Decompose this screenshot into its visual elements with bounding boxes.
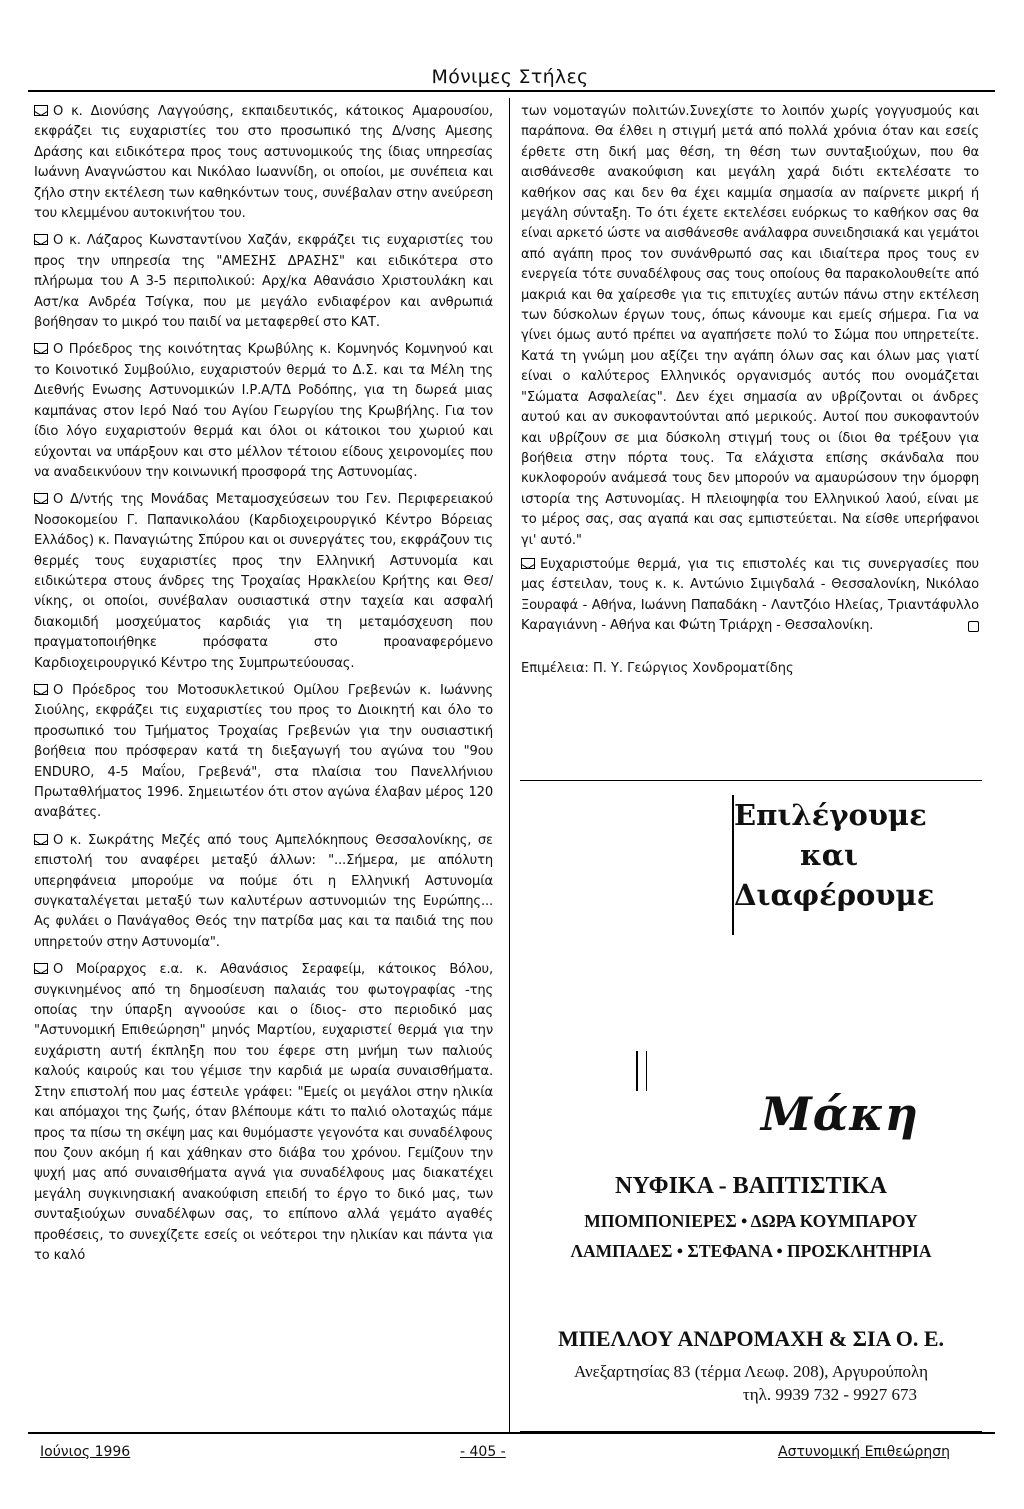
letter-text: Ο κ. Διονύσης Λαγγούσης, εκπαιδευτικός, κάτοικος Αμαρουσίου, εκφράζει τις ευχαριστίες του στο προσωπικό της Δ/νσης Αμεσης Δράσης και ειδικότερα προς τους αστυνομικούς της ίδιας υπηρεσίας Ιωάννη Αναγνώστου και Νικόλαο Ιωαννίδη, οι οποίοι, με συνέπεια και ζήλο στην εκτέλεση των καθηκόντων τους, συνέβαλαν στην ανεύρεση του κλεμμένου αυτοκινήτου του.: [34, 104, 493, 222]
ad-slogan-line: Επιλέγουμε: [734, 798, 927, 832]
letter-item: [34, 231, 493, 333]
letter-item: [34, 490, 493, 674]
page-footer: [0, 1444, 1024, 1468]
footer-magazine-name: Αστυνομική Επιθεώρηση: [778, 1444, 950, 1460]
ad-brand-name: Μάκη: [760, 1087, 920, 1141]
ad-decorative-bars: [636, 1051, 647, 1091]
ad-headline: ΝΥΦΙΚΑ - ΒΑΠΤΙΣΤΙΚΑ: [615, 1173, 887, 1199]
envelope-icon: [521, 558, 535, 569]
letter-item: [521, 555, 979, 637]
section-title: Μόνιμες Στήλες: [431, 66, 589, 88]
letter-item: [34, 340, 493, 483]
right-column: [521, 102, 979, 679]
letter-text: Ευχαριστούμε θερμά, για τις επιστολές και τις συνεργασίες που μας έστειλαν, τους κ. κ. Αντώνιο Σιμιγδαλά - Θεσσαλονίκη, Νικόλαο Ξουραφά - Αθήνα, Ιωάννη Παπαδάκη - Λαντζόιο Ηλείας, Τριαντάφυλλο Καραγιάννη - Αθήνα και Φώτη Τριάρχη - Θεσσαλονίκη.: [521, 556, 979, 634]
ad-slogan-line: και: [799, 838, 859, 872]
left-column: [34, 102, 493, 1273]
letter-text: Ο κ. Σωκράτης Μεζές από τους Αμπελόκηπους Θεσσαλονίκης, σε επιστολή του αναφέρει μεταξύ άλλων: "...Σήμερα, με απόλυτη υπερηφάνεια μπορούμε να πούμε ότι η Ελληνική Αστυνομία συγκαταλέγεται μεταξύ των καλυτέρων αστυνομιών της Ευρώπης... Ας φυλάει ο Πανάγαθος Θεός την πατρίδα μας και τα παιδιά της που υπηρετούν στην Αστυνομία".: [34, 832, 493, 950]
end-of-article-icon: [968, 621, 979, 632]
letter-text: Ο Πρόεδρος της κοινότητας Κρωβύλης κ. Κομνηνός Κομνηνού και το Κοινοτικό Συμβούλιο, ευχαριστούν θερμά το Δ.Σ. και τα Μέλη της Διεθνής Ενωσης Αστυνομικών Ι.Ρ.Α/ΤΔ Ροδόπης, για τη δωρεά μιας καμπάνας στον Ιερό Ναό του Αγίου Γεωργίου της Κρωβήλης. Για τον ίδιο λόγο ευχαριστούν θερμά και όλοι οι κάτοικοι του χωριού και εύχονται να υπάρξουν και στο μέλλον τέτοιου είδους χειρονομίες που να αναδεικνύουν την κοινωνική προσφορά της Αστυνομίας.: [34, 342, 493, 480]
envelope-icon: [34, 343, 48, 354]
bottom-rule: [28, 1432, 995, 1434]
letter-text: Ο Μοίραρχος ε.α. κ. Αθανάσιος Σεραφείμ, κάτοικος Βόλου, συγκινημένος από τη δημοσίευση παλαιάς του φωτογραφίας -της οποίας την ύπαρξη αγνοούσε και ο ίδιος- στο περιοδικό μας "Αστυνομική Επιθεώρηση" μηνός Μαρτίου, ευχαριστεί θερμά για την ευχάριστη αυτή έκπληξη που του έφερε στη μνήμη των παλιούς καλούς καιρούς και του γέμισε την καρδιά με ωραία συναισθήματα. Στην επιστολή που μας έστειλε γράφει: "Εμείς οι μεγάλοι στην ηλικία και απόμαχοι της ζωής, όταν βλέπουμε κάτι το παλιό ολοταχώς πάμε προς τα πίσω τη σκέψη μας και θυμόμαστε γεγονότα και συναδέλφους που ζουν ακόμη ή και χάθηκαν στο διάβα του χρόνου. Γεμίζουν την ψυχή μας από συναισθήματα αγνά για συναδέλφους μας διακατέχει μεγάλη συγκινησιακή ανακούφιση επειδή το έργο το δικό μας, των συνταξιούχων συναδέλφων σας, το επίπονο αλλά γεμάτο αγαθές προθέσεις, το συνεχίζετε εσείς οι νεότεροι την ηλικίαν και πάντα για το καλό: [34, 962, 493, 1263]
envelope-icon: [34, 105, 48, 116]
envelope-icon: [34, 963, 48, 974]
column-divider: [509, 98, 510, 1432]
letter-text: Ο Δ/ντής της Μονάδας Μεταμοσχεύσεων του Γεν. Περιφερειακού Νοσοκομείου Γ. Παπανικολάου (Καρδιοχειρουργικό Κέντρο Βόρειας Ελλάδος) κ. Παναγιώτης Σπύρου και οι συνεργάτες του, εκφράζουν τις θερμές τους ευχαριστίες προς την Ελληνική Αστυνομία και ειδικώτερα στους άνδρες της Τροχαίας Ηρακλείου Κρήτης και Θεσ/νίκης, οι οποίοι, συνέβαλαν ουσιαστικά στην ταχεία και ασφαλή διακομιδή μοσχεύματος καρδιάς για τη μεταμόσχευση που πραγματοποιήθηκε πρόσφατα στο προαναφερόμενο Καρδιοχειρουργικό Κέντρο της Συμπρωτεύουσας.: [34, 492, 493, 671]
ad-address: Ανεξαρτησίας 83 (τέρμα Λεωφ. 208), Αργυρούπολη: [573, 1362, 929, 1381]
letter-item: [34, 960, 493, 1266]
top-rule: [28, 90, 995, 92]
envelope-icon: [34, 493, 48, 504]
letter-item: [34, 102, 493, 224]
ad-slogan-line: Διαφέρουμε: [734, 878, 935, 912]
ad-phone: τηλ. 9939 732 - 9927 673: [742, 1385, 918, 1404]
envelope-icon: [34, 684, 48, 695]
advertisement: [520, 780, 982, 1432]
ad-company-name: ΜΠΕΛΛΟΥ ΑΝΔΡΟΜΑΧΗ & ΣΙΑ Ο. Ε.: [557, 1326, 945, 1351]
envelope-icon: [34, 234, 48, 245]
ad-products-line: ΜΠΟΜΠΟΝΙΕΡΕΣ • ΔΩΡΑ ΚΟΥΜΠΑΡΟΥ: [584, 1211, 918, 1231]
footer-date: Ιούνιος 1996: [40, 1444, 131, 1460]
envelope-icon: [34, 834, 48, 845]
letter-item: [34, 681, 493, 824]
editor-credit: Επιμέλεια: Π. Υ. Γεώργιος Χονδροματίδης: [521, 660, 794, 676]
ad-products-line: ΛΑΜΠΑΔΕΣ • ΣΤΕΦΑΝΑ • ΠΡΟΣΚΛΗΤΗΡΙΑ: [570, 1241, 932, 1261]
footer-page-number: - 405 -: [460, 1444, 506, 1460]
letter-text: Ο κ. Λάζαρος Κωνσταντίνου Χαζάν, εκφράζει τις ευχαριστίες του προς την υπηρεσία της "ΑΜΕΣΗΣ ΔΡΑΣΗΣ" και ειδικότερα στο πλήρωμα του Α 3-5 περιπολικού: Αρχ/κα Αθανάσιο Χριστουλάκη και Αστ/κα Ανδρέα Τσίγκα, που με μεγάλο ενδιαφέρον και ανθρωπιά βοήθησαν το μικρό του παιδί να μεταφερθεί στο ΚΑΤ.: [34, 233, 493, 331]
letter-continuation: των νομοταγών πολιτών.Συνεχίστε το λοιπόν χωρίς γογγυσμούς και παράπονα. Θα έλθει η στιγμή μετά από πολλά χρόνια όταν και εσείς έρθετε στη δική μας θέση, τη θέση των συνταξιούχων, που θα αισθάνεσθε ανακούφιση και μεγάλη χαρά διότι εκτελέσατε το καθήκον σας και δεν θα έχει καμμία σημασία αν παίρνετε μικρή ή μεγάλη σύνταξη. Το ότι έχετε εκτελέσει ευόρκως το καθήκον σας θα είναι αρκετό ώστε να αισθάνεσθε ανάλαφρα συνειδησιακά και γεμάτοι από αγάπη προς τον συνάνθρωπό σας και ιδιαίτερα προς τους εν ενεργεία τότε συναδέλφους σας τους οποίους θα παρακολουθείτε από μακριά και θα χαίρεσθε για τις επιτυχίες αυτών πάνω στην εκτέλεση των δύσκολων έργων τους, όπως κάνουμε και εμείς σήμερα. Για να γίνει όμως αυτό πρέπει να αγαπήσετε πολύ το Σώμα που υπηρετείτε. Κατά τη γνώμη μου αξίζει την αγάπη όλων σας και όλων μας γιατί είναι ο καλύτερος Ελληνικός οργανισμός αυτός που ονομάζεται "Σώματα Ασφαλείας". Δεν έχει σημασία αν υβρίζονται οι άνδρες αυτού και αν συκοφαντούνται από μερικούς. Αυτοί που συκοφαντούν και υβρίζουν σε μια δύσκολη στιγμή τους οι ίδιοι θα τρέξουν για βοήθεια στην πόρτα τους. Τα ελάχιστα επίσης σκάνδαλα που κυκλοφορούν ανάμεσά τους δεν μπορούν να αμαυρώσουν την όμορφη ιστορία της Αστυνομίας. Η πλειοψηφία του Ελληνικού λαού, είναι με το μέρος σας, σας αγαπά και σας εμπιστεύεται. Να είσθε υπερήφανοι γι' αυτό.": [521, 104, 979, 548]
letter-item: [34, 831, 493, 953]
letter-text: Ο Πρόεδρος του Μοτοσυκλετικού Ομίλου Γρεβενών κ. Ιωάννης Σιούλης, εκφράζει τις ευχαριστίες του προς το Διοικητή και όλο το προσωπικό του Τμήματος Τροχαίας Γρεβενών για την ουσιαστική βοήθεια που πρόσφεραν κατά τη διεξαγωγή του αγώνα του "9ου ENDURO, 4-5 Μαΐου, Γρεβενά", στα πλαίσια του Πανελλήνιου Πρωταθλήματος 1996. Σημειωτέον ότι στον αγώνα έλαβαν μέρος 120 αναβάτες.: [34, 682, 493, 821]
